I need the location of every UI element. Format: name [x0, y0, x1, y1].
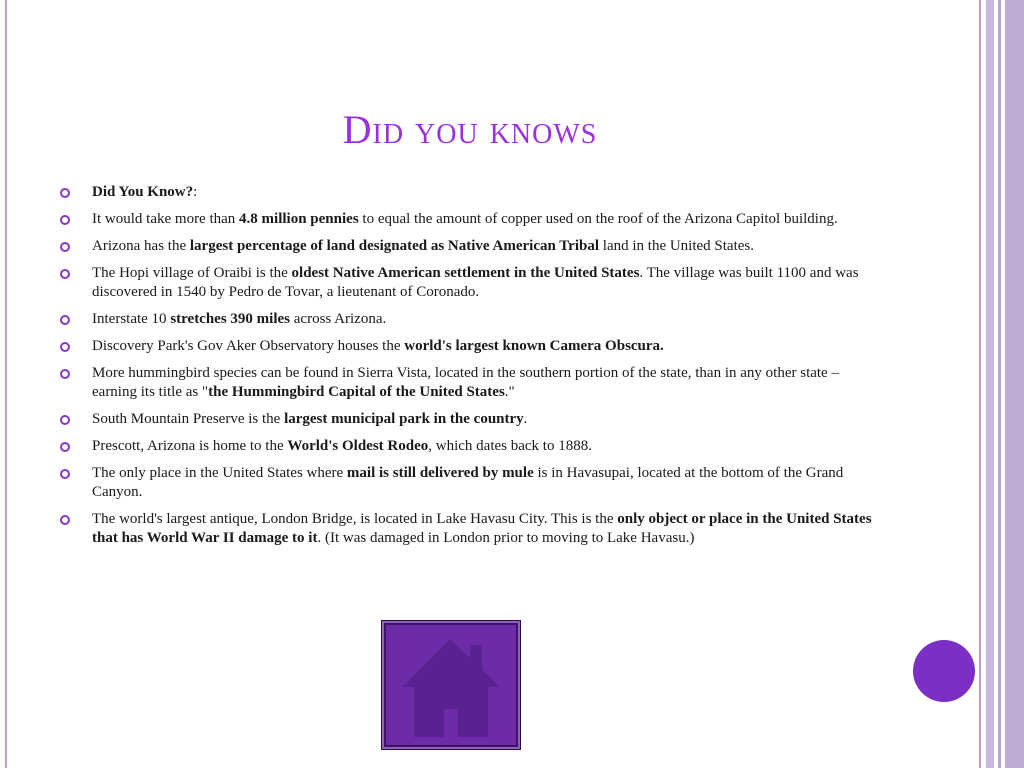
bullet-circle-icon [60, 415, 70, 425]
bullet-text: The Hopi village of Oraibi is the [92, 265, 292, 281]
bullet-circle-icon [60, 269, 70, 279]
bullet-item [60, 183, 880, 202]
bullet-bold-text: Did You Know? [92, 184, 194, 200]
bullet-text: , which dates back to 1888. [428, 438, 592, 454]
bullet-item [60, 510, 880, 548]
bullet-text: across Arizona. [290, 311, 387, 327]
bullet-bold-text: World's Oldest Rodeo [287, 438, 429, 454]
bullet-text: . The village was built 1100 and was discovered in 1540 by Pedro de Tovar, a lieutenant of Coronado. [92, 265, 859, 300]
bullet-item [60, 310, 880, 329]
bullet-circle-icon [60, 369, 70, 379]
bullet-text: land in the United States. [599, 238, 755, 254]
bullet-item [60, 237, 880, 256]
bullet-text: Arizona has the [92, 238, 190, 254]
bullet-item [60, 410, 880, 429]
bullet-circle-icon [60, 188, 70, 198]
bullet-text: is in Havasupai, located at the bottom of the Grand Canyon. [92, 465, 844, 500]
home-button[interactable] [382, 621, 520, 749]
bullet-text: Prescott, Arizona is home to the [92, 438, 288, 454]
bullet-text: South Mountain Preserve is the [92, 411, 285, 427]
bullet-item [60, 437, 880, 456]
bullet-text: ." [504, 384, 515, 400]
bullet-circle-icon [60, 315, 70, 325]
bullet-bold-text: only object or place in the United States that has World War II damage to it [92, 511, 872, 546]
bullet-bold-text: stretches 390 miles [170, 311, 291, 327]
bullet-circle-icon [60, 215, 70, 225]
nav-circle-button[interactable] [913, 640, 975, 702]
bullet-text: Interstate 10 [92, 311, 171, 327]
bullet-text: It would take more than [92, 211, 240, 227]
bullet-bold-text: oldest Native American settlement in the United States [291, 265, 640, 281]
bullet-text: . (It was damaged in London prior to moving to Lake Havasu.) [317, 530, 695, 546]
bullet-item [60, 464, 880, 502]
bullet-text: . [523, 411, 528, 427]
bullet-item [60, 210, 880, 229]
bullet-item [60, 337, 880, 356]
slide-title: Did you knows [342, 107, 598, 152]
bullet-text: Discovery Park's Gov Aker Observatory houses the [92, 338, 405, 354]
bullet-bold-text: world's largest known Camera Obscura. [404, 338, 664, 354]
bullet-circle-icon [60, 469, 70, 479]
bullet-bold-text: largest percentage of land designated as Native American Tribal [189, 238, 600, 254]
right-decorative-stripes [979, 0, 1024, 768]
bullet-circle-icon [60, 442, 70, 452]
home-icon [384, 623, 518, 747]
bullet-bold-text: largest municipal park in the country [284, 411, 524, 427]
bullet-text: The only place in the United States where [92, 465, 347, 481]
bullet-item [60, 364, 880, 402]
bullet-circle-icon [60, 242, 70, 252]
bullet-item [60, 264, 880, 302]
bullet-list [60, 183, 880, 556]
bullet-bold-text: mail is still delivered by mule [346, 465, 534, 481]
bullet-text: The world's largest antique, London Bridge, is located in Lake Havasu City. This is the [92, 511, 618, 527]
bullet-text: More hummingbird species can be found in Sierra Vista, located in the southern portion of the state, than in any other state – earning its title as " [92, 365, 839, 400]
bullet-text: : [193, 184, 198, 200]
bullet-text: to equal the amount of copper used on the roof of the Arizona Capitol building. [358, 211, 838, 227]
bullet-bold-text: 4.8 million pennies [239, 211, 359, 227]
bullet-circle-icon [60, 515, 70, 525]
bullet-bold-text: the Hummingbird Capital of the United States [208, 384, 505, 400]
bullet-circle-icon [60, 342, 70, 352]
